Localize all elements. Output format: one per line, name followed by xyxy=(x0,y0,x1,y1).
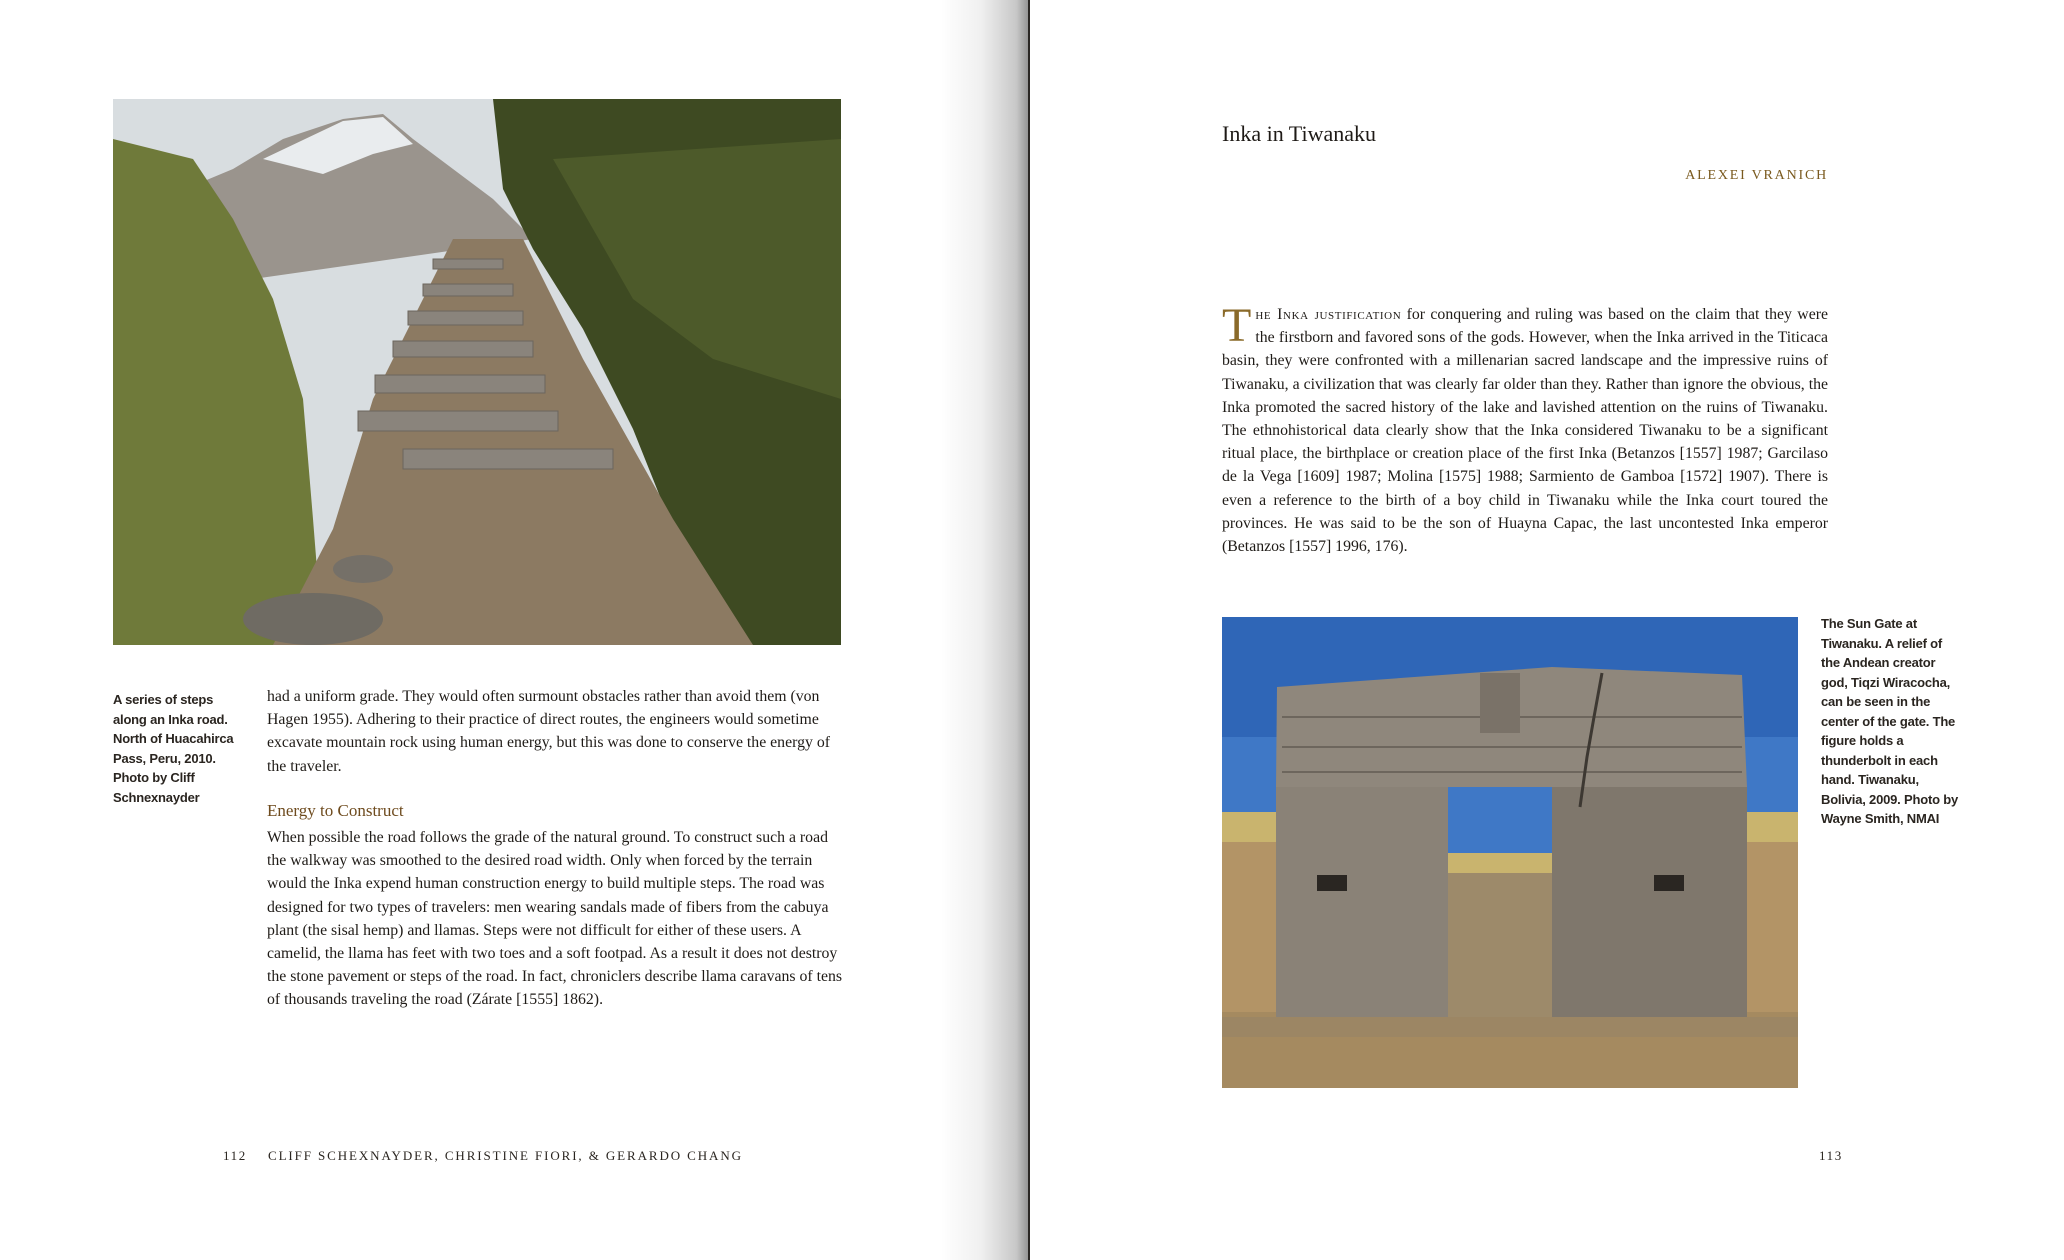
lead-in: he Inka justification xyxy=(1255,306,1402,323)
article-author: ALEXEI VRANICH xyxy=(1685,168,1828,183)
right-page xyxy=(1030,0,2064,1260)
paragraph-text: for conquering and ruling was based on the claim that they were the firstborn and favored sons of the gods. However, when the Inka arrived in the Titicaca basin, they were confronted with a millenarian sacred landscape and the impressive ruins of Tiwanaku, a civilization that was clearly far older than they. Rather than ignore the obvious, the Inka promoted the sacred history of the lake and lavished attention on the ruins of Tiwanaku. The ethnohistorical data clearly show that the Inka considered Tiwanaku to be a significant ritual place, the birthplace or creation place of the first Inka (Betanzos [1557] 1987; Garcilaso de la Vega [1609] 1987; Molina [1575] 1988; Sarmiento de Gamboa [1572] 1907). There is even a reference to the birth of a boy child in Tiwanaku while the Inka court toured the provinces. He was said to be the son of Huayna Capac, the last uncontested Inka emperor (Betanzos [1557] 1996, 176). xyxy=(1222,306,1828,556)
inka-road-steps-photo xyxy=(113,99,841,645)
drop-cap: T xyxy=(1222,299,1252,352)
sun-gate-photo xyxy=(1222,617,1798,1088)
gutter-shadow xyxy=(940,0,1030,1260)
article-title: Inka in Tiwanaku xyxy=(1222,121,1376,146)
photo-caption: A series of steps along an Inka road. North of Huacahirca Pass, Peru, 2010. Photo by Cliff Schnexnayder xyxy=(113,692,234,805)
section-subheading: Energy to Construct xyxy=(267,801,404,820)
page-number: 113 xyxy=(1819,1148,1843,1163)
body-paragraph xyxy=(1222,299,1828,558)
page-number: 112 xyxy=(223,1148,247,1163)
running-head: CLIFF SCHEXNAYDER, CHRISTINE FIORI, & GERARDO CHANG xyxy=(268,1148,743,1163)
body-paragraph: When possible the road follows the grade of the natural ground. To construct such a road the walkway was smoothed to the desired road width. Only when forced by the terrain would the Inka expend human construction energy to build multiple steps. The road was designed for two types of travelers: men wearing sandals made of fibers from the cabuya plant (the sisal hemp) and llamas. Steps were not difficult for either of these users. A camelid, the llama has feet with two toes and a soft footpad. As a result it does not destroy the stone pavement or steps of the road. In fact, chroniclers describe llama caravans of tens of thousands traveling the road (Zárate [1555] 1862). xyxy=(267,829,843,1009)
body-paragraph: had a uniform grade. They would often surmount obstacles rather than avoid them (von Hagen 1955). Adhering to their practice of direct routes, the engineers would sometime excavate mountain rock using human energy, but this was done to conserve the energy of the traveler. xyxy=(267,688,830,775)
photo-caption: The Sun Gate at Tiwanaku. A relief of the Andean creator god, Tiqzi Wiracocha, can be seen in the center of the gate. The figure holds a thunderbolt in each hand. Tiwanaku, Bolivia, 2009. Photo by Wayne Smith, NMAI xyxy=(1821,616,1958,826)
left-page xyxy=(0,0,1030,1260)
